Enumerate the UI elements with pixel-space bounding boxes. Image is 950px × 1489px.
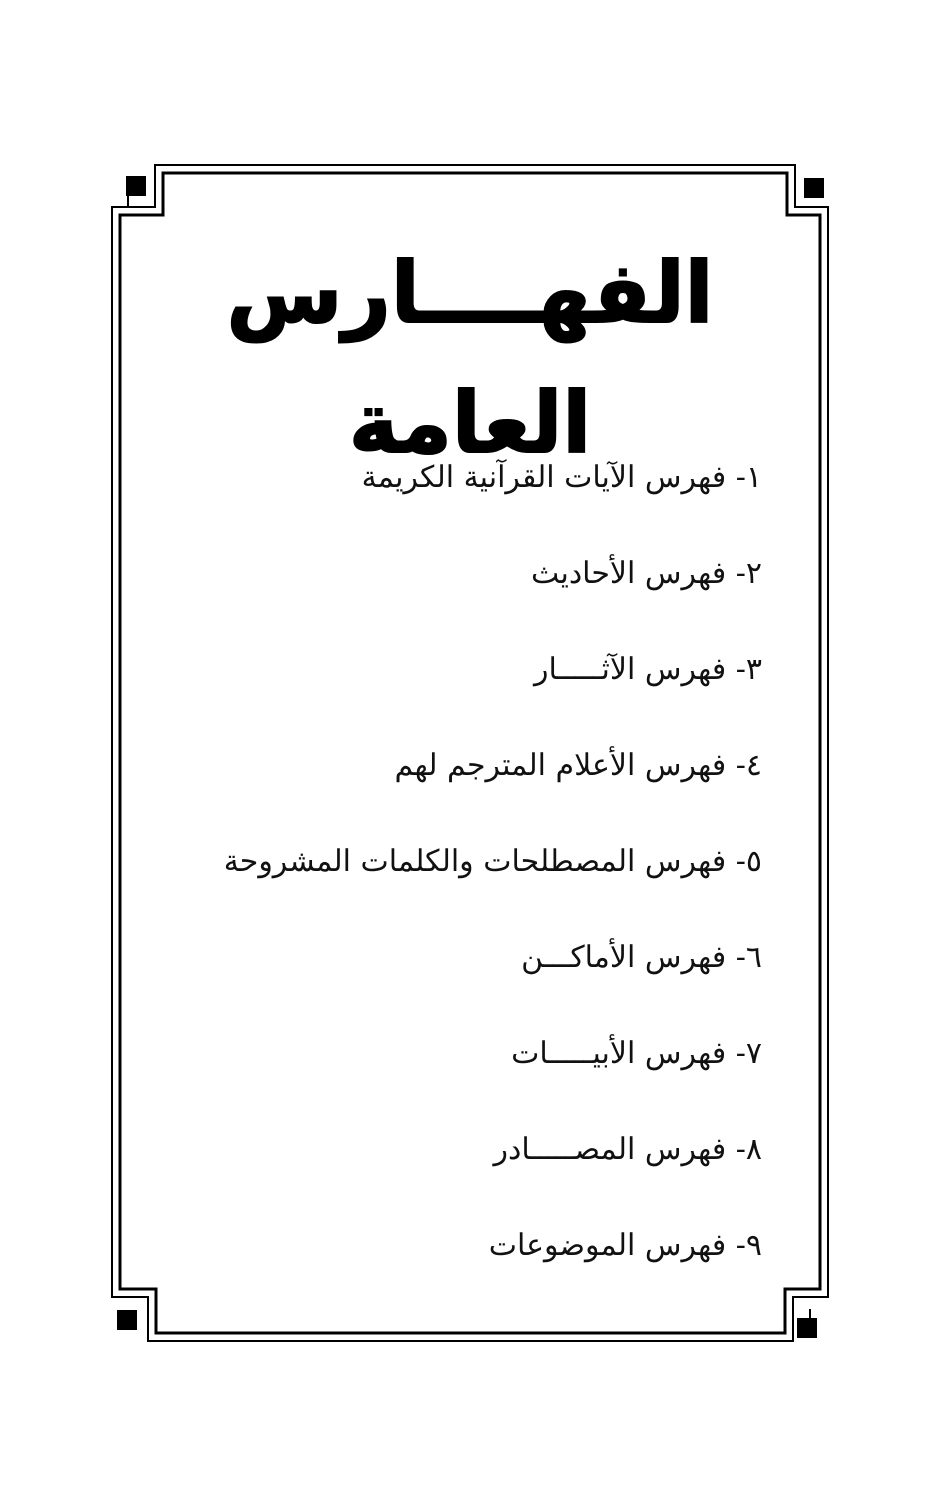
toc-item-sources: ٨- فهرس المصـــــادر	[493, 1132, 762, 1167]
toc-item-terms: ٥- فهرس المصطلحات والكلمات المشروحة	[223, 844, 762, 879]
corner-ornament-top-right	[804, 178, 824, 198]
corner-ornament-top-left	[126, 176, 146, 196]
toc-item-athar: ٣- فهرس الآثـــــار	[533, 652, 762, 687]
toc-list	[142, 430, 762, 1294]
toc-item-topics: ٩- فهرس الموضوعات	[488, 1228, 762, 1263]
toc-item-verses: ٧- فهرس الأبيـــــات	[511, 1036, 762, 1071]
page-title: الفهــــارس العامة	[226, 244, 714, 472]
toc-item-quran-verses: ١- فهرس الآيات القرآنية الكريمة	[361, 460, 762, 495]
toc-item-hadiths: ٢- فهرس الأحاديث	[531, 556, 762, 591]
corner-ornament-bottom-right	[797, 1318, 817, 1338]
corner-ornament-bottom-left	[117, 1310, 137, 1330]
toc-item-biographies: ٤- فهرس الأعلام المترجم لهم	[394, 748, 762, 783]
toc-item-places: ٦- فهرس الأماكـــن	[521, 940, 762, 975]
